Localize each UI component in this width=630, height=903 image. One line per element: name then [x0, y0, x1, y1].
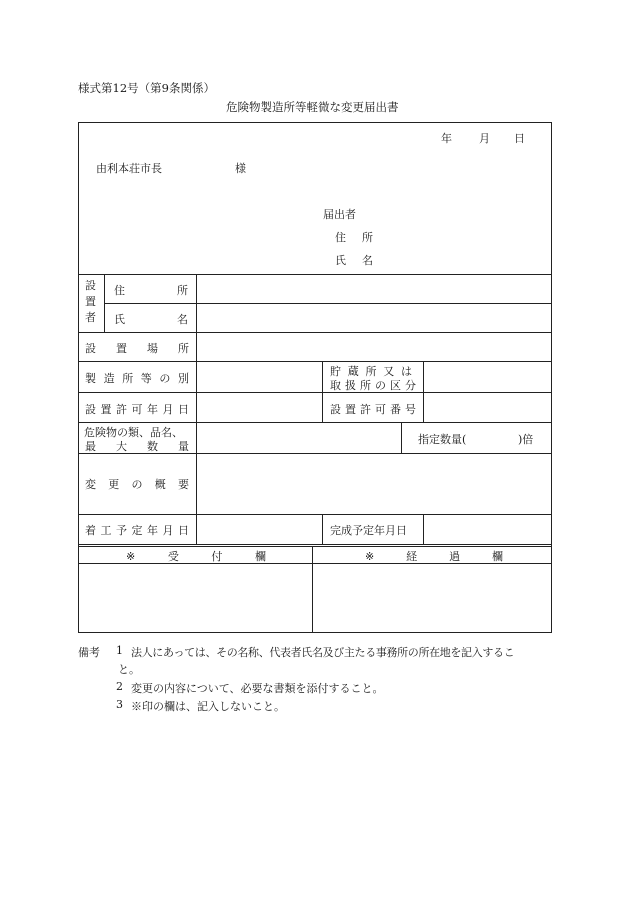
recipient-honorific: 様 — [235, 162, 246, 175]
note-2-number: 2 — [116, 680, 123, 693]
note-2-text: 変更の内容について、必要な書類を添付すること。 — [131, 682, 384, 695]
permit-date-label: 設 置 許 可 年 月 日 — [85, 403, 189, 416]
hazmat-label-line1: 危険物の類、品名、 — [84, 426, 183, 439]
completion-date-field[interactable] — [424, 515, 551, 544]
note-1-text: 法人にあっては、その名称、代表者氏名及び主たる事務所の所在地を記入するこ — [131, 646, 515, 659]
specified-qty-suffix: )倍 — [518, 433, 534, 446]
installer-address-label: 住 所 — [114, 284, 188, 297]
installer-name-field[interactable] — [197, 304, 551, 332]
reception-column-header: ※ 受 付 欄 — [126, 549, 266, 563]
notifier-label: 届出者 — [323, 208, 356, 221]
page-title: 危険物製造所等軽微な変更届出書 — [226, 100, 399, 114]
installer-name-label: 氏 名 — [114, 313, 188, 326]
installer-address-field[interactable] — [197, 275, 551, 303]
start-date-field[interactable] — [197, 515, 322, 544]
permit-number-label: 設 置 許 可 番 号 — [330, 403, 416, 416]
completion-date-label: 完成予定年月日 — [330, 524, 407, 537]
notes-label: 備考 — [78, 646, 100, 659]
notifier-name-label: 氏 名 — [335, 254, 373, 267]
change-summary-label: 変 更 の 概 要 — [85, 478, 189, 491]
progress-column-header: ※ 経 過 欄 — [365, 549, 503, 563]
date-day-label: 日 — [514, 132, 525, 145]
storage-handling-label-line2: 取 扱 所 の 区 分 — [330, 379, 416, 392]
facility-type-field[interactable] — [197, 362, 322, 392]
storage-handling-field[interactable] — [424, 362, 551, 392]
installer-label: 設 置 者 — [85, 279, 96, 324]
location-field[interactable] — [197, 333, 551, 361]
start-date-label: 着 工 予 定 年 月 日 — [85, 524, 189, 537]
notifier-address-label: 住 所 — [335, 231, 373, 244]
change-summary-field[interactable] — [197, 454, 551, 514]
recipient: 由利本荘市長 — [96, 162, 162, 175]
hazmat-field[interactable] — [197, 423, 401, 453]
specified-qty-field[interactable] — [473, 425, 517, 449]
permit-number-field[interactable] — [424, 393, 551, 422]
form-number: 様式第12号（第9条関係） — [78, 81, 215, 95]
specified-qty-prefix: 指定数量( — [418, 433, 467, 446]
hazmat-label-line2: 最 大 数 量 — [85, 440, 189, 453]
permit-date-field[interactable] — [197, 393, 322, 422]
date-month-label: 月 — [479, 132, 490, 145]
note-3-number: 3 — [116, 698, 123, 711]
note-1-text-cont: と。 — [118, 663, 140, 676]
facility-type-label: 製 造 所 等 の 別 — [85, 372, 189, 385]
note-1-number: 1 — [116, 644, 123, 657]
date-year-label: 年 — [441, 132, 452, 145]
location-label: 設 置 場 所 — [85, 342, 189, 355]
storage-handling-label-line1: 貯 蔵 所 又 は — [330, 365, 412, 378]
note-3-text: ※印の欄は、記入しないこと。 — [131, 700, 285, 713]
